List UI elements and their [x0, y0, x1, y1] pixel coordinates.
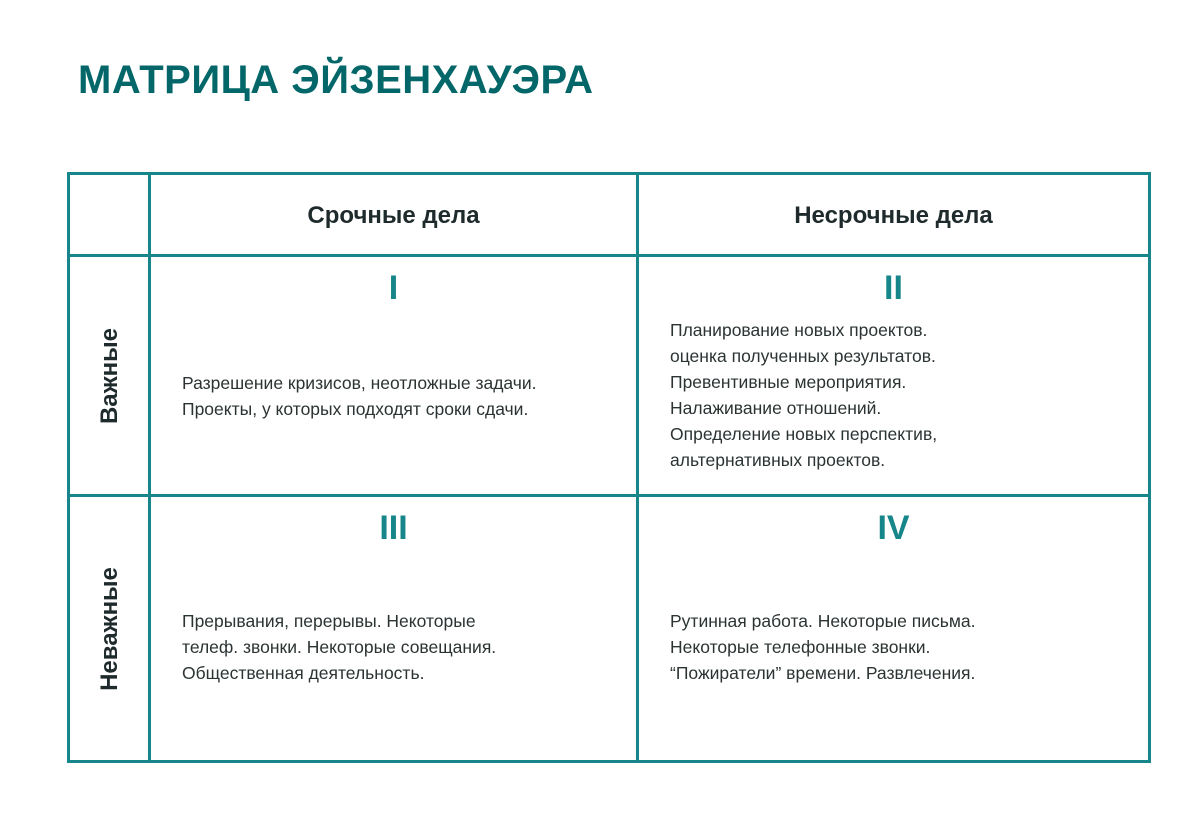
- quadrant-text: [670, 608, 976, 686]
- column-header-not-urgent: Несрочные дела: [794, 201, 993, 229]
- quadrant-1: [151, 257, 636, 494]
- quadrant-numeral: II: [884, 269, 903, 307]
- row-header-important: [70, 257, 150, 494]
- text-line: Разрешение кризисов, неотложные задачи.: [182, 373, 537, 393]
- text-line: Общественная деятельность.: [182, 663, 425, 683]
- quadrant-text: [670, 317, 937, 473]
- quadrant-text: [182, 370, 537, 422]
- row-label: Важные: [96, 327, 124, 424]
- text-line: Рутинная работа. Некоторые письма.: [670, 611, 976, 631]
- page-title: МАТРИЦА ЭЙЗЕНХАУЭРА: [78, 58, 594, 102]
- quadrant-numeral: IV: [877, 509, 910, 547]
- quadrant-text: [182, 608, 496, 686]
- text-line: альтернативных проектов.: [670, 450, 886, 470]
- text-line: Прерывания, перерывы. Некоторые: [182, 611, 476, 631]
- text-line: Превентивные мероприятия.: [670, 372, 907, 392]
- text-line: Определение новых перспектив,: [670, 424, 938, 444]
- text-line: телеф. звонки. Некоторые совещания.: [182, 637, 497, 657]
- row-header-not-important: [70, 497, 150, 760]
- quadrant-numeral: III: [379, 509, 408, 547]
- quadrant-4: [639, 497, 1148, 760]
- quadrant-3: [151, 497, 636, 760]
- text-line: Некоторые телефонные звонки.: [670, 637, 931, 657]
- column-header-urgent: Срочные дела: [307, 201, 480, 229]
- quadrant-numeral: I: [388, 269, 399, 307]
- row-label: Неважные: [96, 566, 124, 691]
- quadrant-2: [639, 257, 1148, 494]
- text-line: “Пожиратели” времени. Развлечения.: [670, 663, 976, 683]
- text-line: Проекты, у которых подходят сроки сдачи.: [182, 399, 529, 419]
- text-line: оценка полученных результатов.: [670, 346, 936, 366]
- eisenhower-matrix: [67, 172, 1151, 763]
- text-line: Налаживание отношений.: [670, 398, 882, 418]
- text-line: Планирование новых проектов.: [670, 320, 928, 340]
